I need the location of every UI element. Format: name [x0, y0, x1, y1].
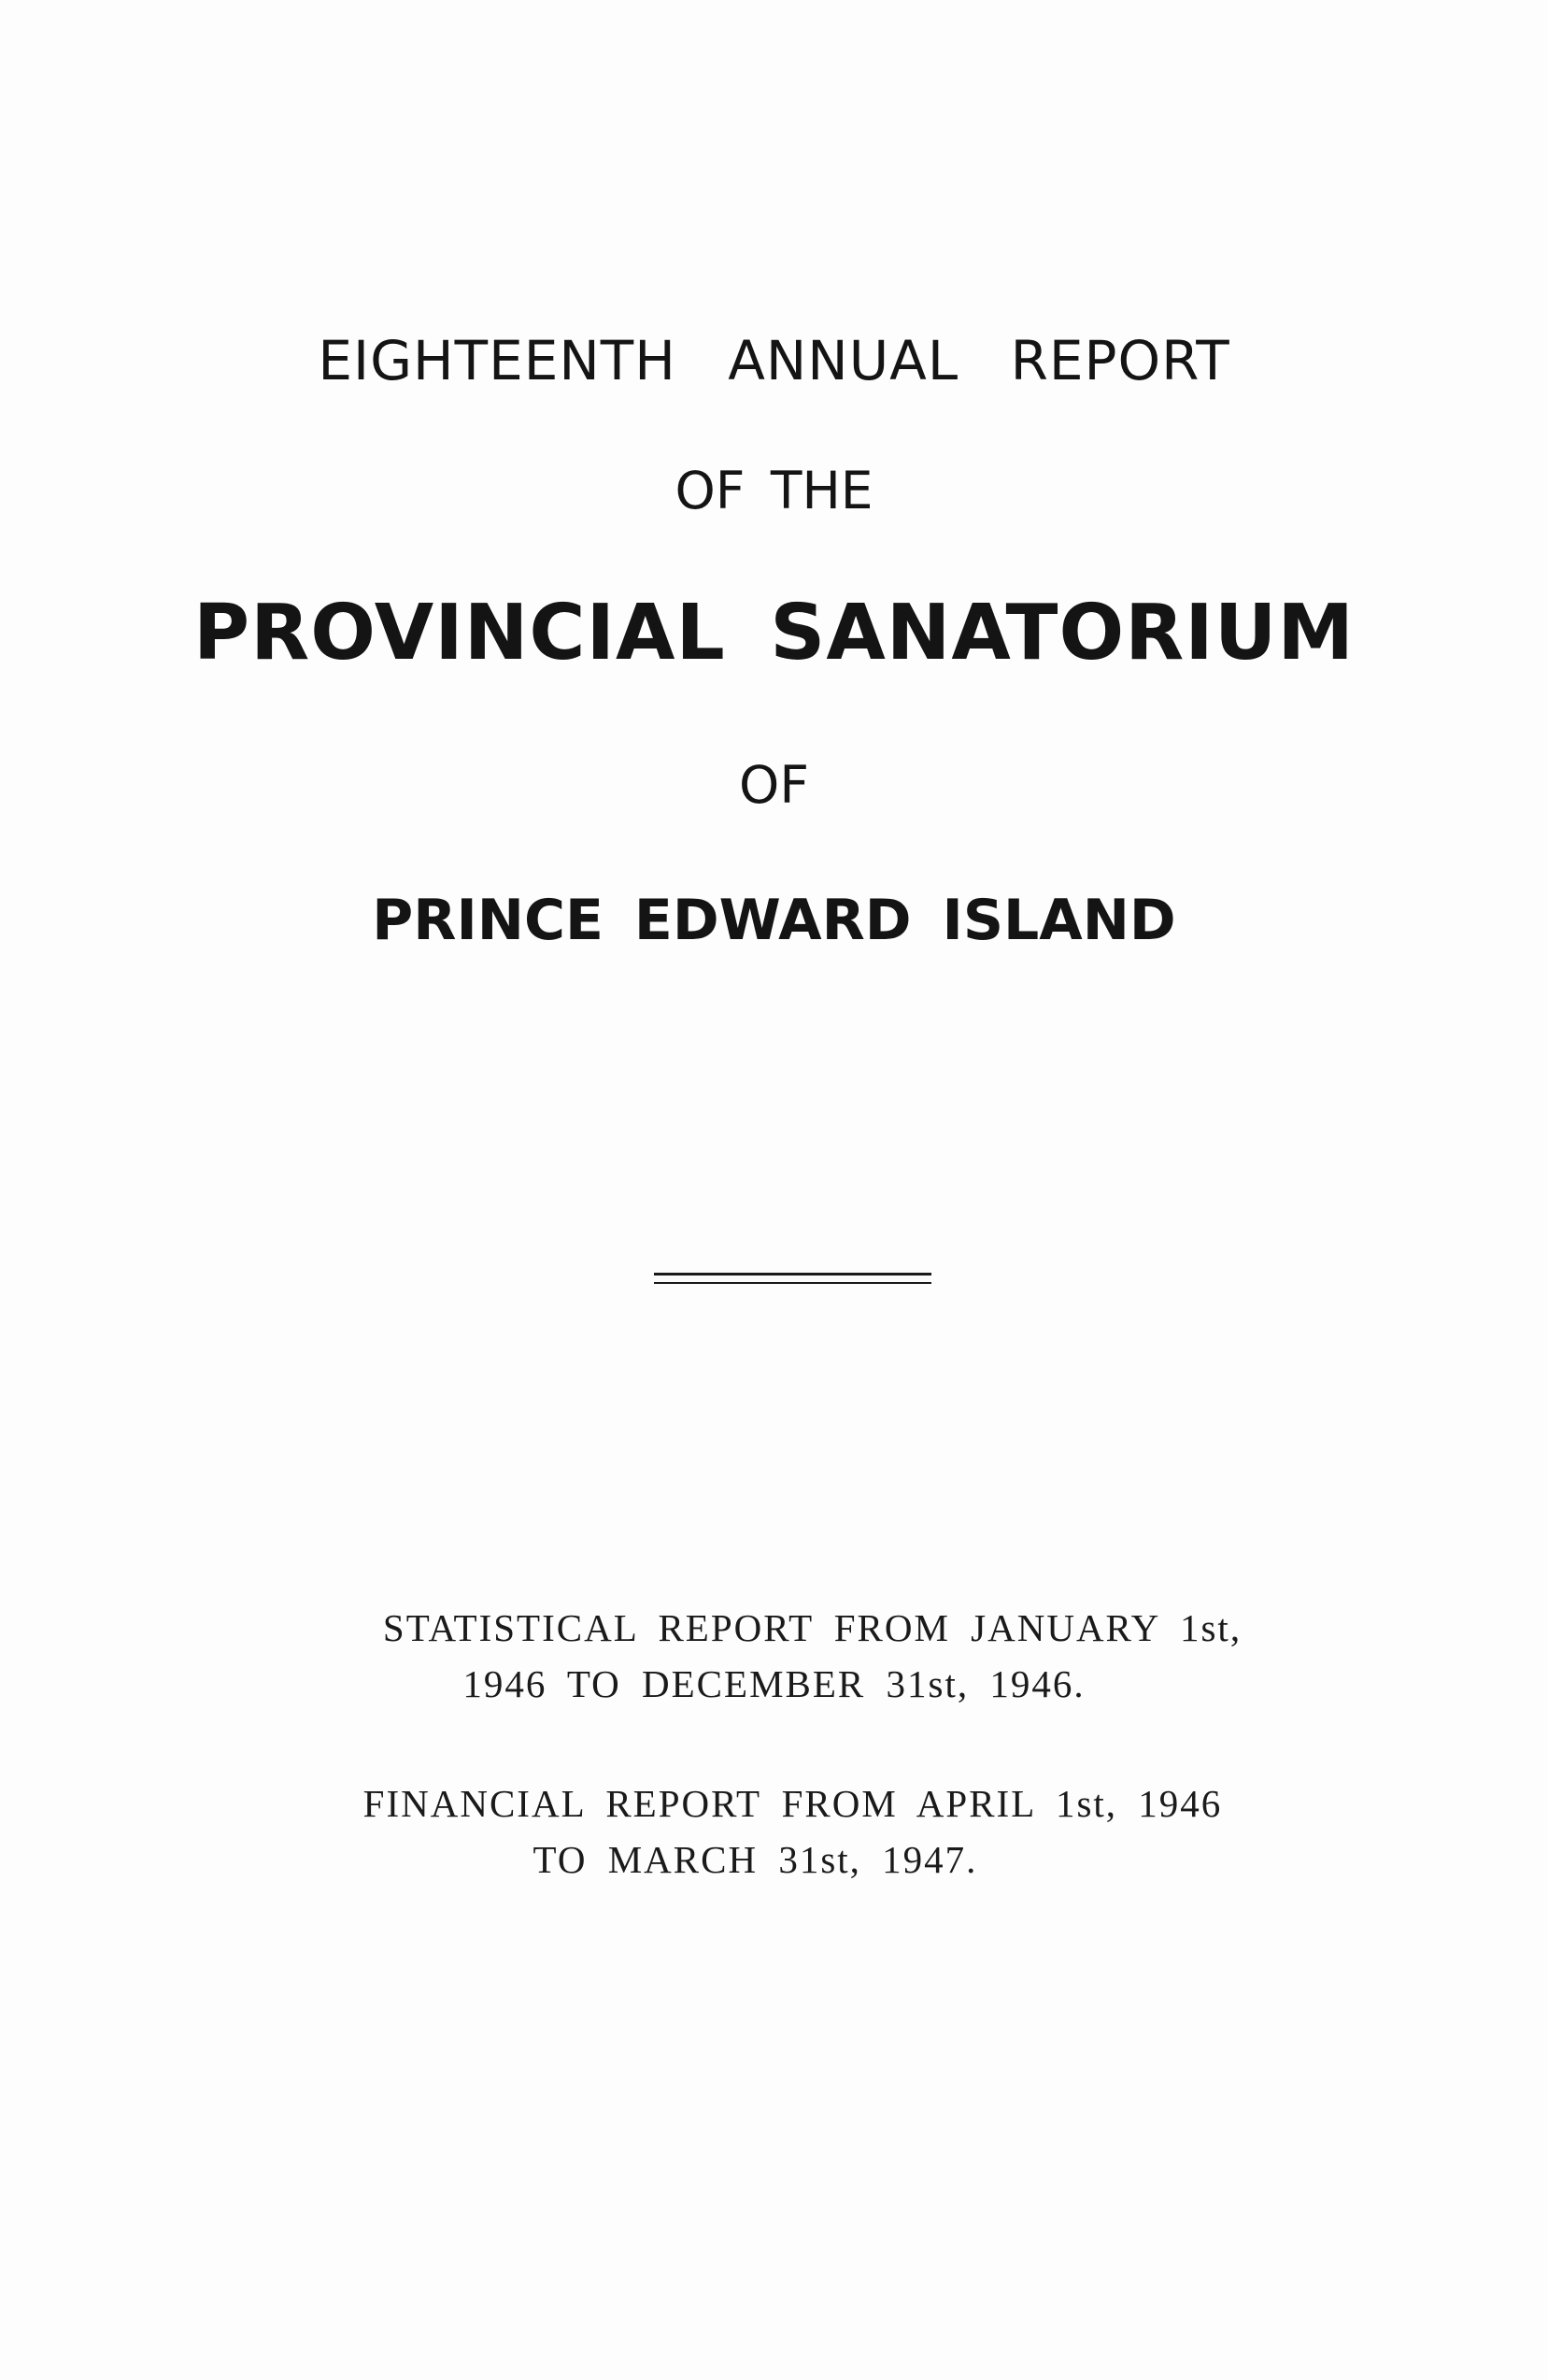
- report-title-of-the: OF THE: [675, 461, 873, 520]
- financial-report-line-2: TO MARCH 31st, 1947.: [533, 1838, 978, 1881]
- financial-report-line-1: FINANCIAL REPORT FROM APRIL 1st, 1946: [362, 1782, 1223, 1825]
- statistical-report-line-2: 1946 TO DECEMBER 31st, 1946.: [462, 1662, 1086, 1705]
- report-title-of: OF: [739, 755, 809, 815]
- divider-rule-bottom: [654, 1282, 931, 1284]
- report-title-line: EIGHTEENTH ANNUAL REPORT: [318, 329, 1230, 392]
- statistical-report-line-1: STATISTICAL REPORT FROM JANUARY 1st,: [382, 1606, 1243, 1649]
- province-name: PRINCE EDWARD ISLAND: [372, 888, 1176, 953]
- institution-name: PROVINCIAL SANATORIUM: [192, 589, 1355, 677]
- divider-rule-top: [654, 1273, 931, 1276]
